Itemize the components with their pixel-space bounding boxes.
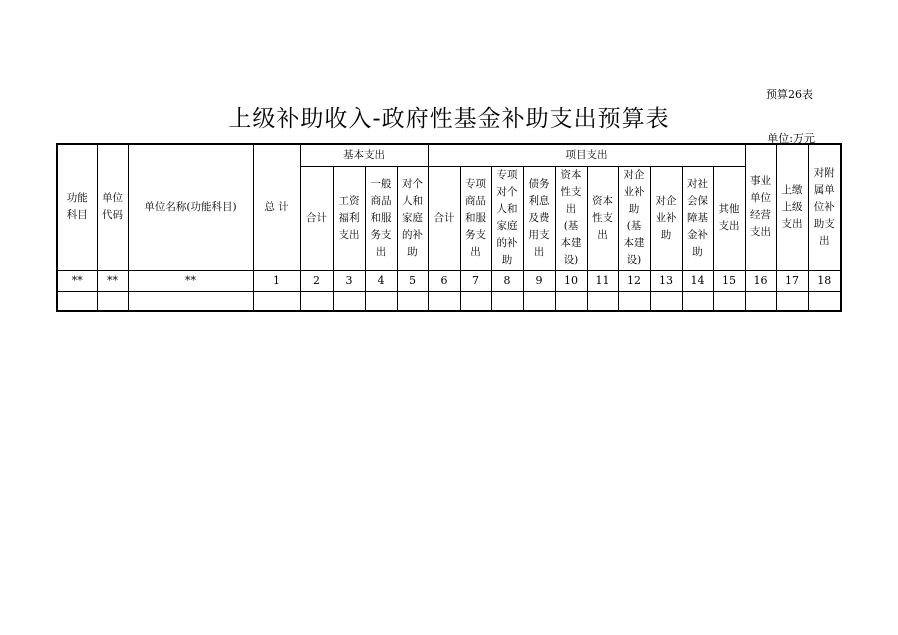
empty-cell <box>97 291 128 311</box>
budget-table <box>56 143 842 312</box>
empty-cell <box>428 291 460 311</box>
empty-cell <box>57 291 97 311</box>
column-index-row <box>57 270 841 291</box>
header-capital-construction: 资本性支出(基本建设) <box>555 166 587 270</box>
header-remit-upper: 上缴上级支出 <box>776 144 808 270</box>
header-basic-total: 合计 <box>300 166 333 270</box>
header-project-group: 项目支出 <box>428 144 745 166</box>
header-total: 总 计 <box>253 144 300 270</box>
header-basic-group: 基本支出 <box>300 144 428 166</box>
index-cell: 4 <box>365 270 397 291</box>
header-other: 其他支出 <box>713 166 745 270</box>
index-cell: 18 <box>808 270 841 291</box>
index-cell: 14 <box>682 270 713 291</box>
header-func-subject: 功能科目 <box>57 144 97 270</box>
empty-cell <box>808 291 841 311</box>
empty-cell <box>333 291 365 311</box>
empty-cell <box>618 291 650 311</box>
header-special-goods: 专项商品和服务支出 <box>460 166 491 270</box>
index-cell: 3 <box>333 270 365 291</box>
unit-label: 单位:万元 <box>767 132 815 145</box>
index-cell: 16 <box>745 270 776 291</box>
empty-cell <box>587 291 618 311</box>
empty-cell <box>713 291 745 311</box>
header-enterprise-subsidy-construction: 对企业补助(基本建设) <box>618 166 650 270</box>
empty-data-row <box>57 291 841 311</box>
empty-cell <box>128 291 253 311</box>
index-cell: 17 <box>776 270 808 291</box>
header-personal-subsidy: 对个人和家庭的补助 <box>397 166 428 270</box>
index-cell: ** <box>128 270 253 291</box>
empty-cell <box>253 291 300 311</box>
header-unit-name: 单位名称(功能科目) <box>128 144 253 270</box>
index-cell: 7 <box>460 270 491 291</box>
index-cell: 6 <box>428 270 460 291</box>
index-cell: 15 <box>713 270 745 291</box>
empty-cell <box>555 291 587 311</box>
page-title: 上级补助收入-政府性基金补助支出预算表 <box>228 106 670 132</box>
index-cell: 1 <box>253 270 300 291</box>
header-affiliated-subsidy: 对附属单位补助支出 <box>808 144 841 270</box>
empty-cell <box>365 291 397 311</box>
header-special-personal: 专项对个人和家庭的补助 <box>491 166 523 270</box>
index-cell: 2 <box>300 270 333 291</box>
index-cell: 11 <box>587 270 618 291</box>
empty-cell <box>300 291 333 311</box>
empty-cell <box>745 291 776 311</box>
empty-cell <box>682 291 713 311</box>
header-general-goods: 一般商品和服务支出 <box>365 166 397 270</box>
empty-cell <box>491 291 523 311</box>
empty-cell <box>397 291 428 311</box>
header-unit-code: 单位代码 <box>97 144 128 270</box>
header-capital: 资本性支出 <box>587 166 618 270</box>
header-enterprise-subsidy: 对企业补助 <box>650 166 682 270</box>
header-wages: 工资福利支出 <box>333 166 365 270</box>
empty-cell <box>523 291 555 311</box>
index-cell: 10 <box>555 270 587 291</box>
form-number: 预算26表 <box>766 88 813 101</box>
empty-cell <box>776 291 808 311</box>
header-debt-interest: 债务利息及费用支出 <box>523 166 555 270</box>
header-business-operation: 事业单位经营支出 <box>745 144 776 270</box>
index-cell: 8 <box>491 270 523 291</box>
index-cell: 12 <box>618 270 650 291</box>
index-cell: 9 <box>523 270 555 291</box>
index-cell: ** <box>97 270 128 291</box>
empty-cell <box>460 291 491 311</box>
index-cell: 13 <box>650 270 682 291</box>
header-project-total: 合计 <box>428 166 460 270</box>
index-cell: 5 <box>397 270 428 291</box>
empty-cell <box>650 291 682 311</box>
header-social-security-subsidy: 对社会保障基金补助 <box>682 166 713 270</box>
index-cell: ** <box>57 270 97 291</box>
